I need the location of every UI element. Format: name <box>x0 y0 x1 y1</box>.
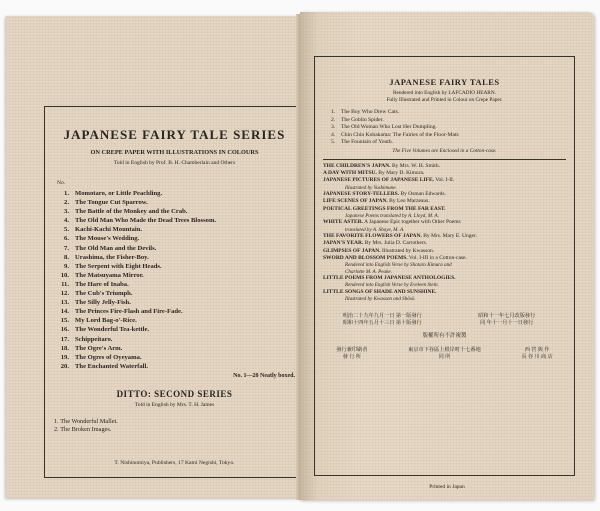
list-item: JAPANESE PICTURES OF JAPANESE LIFE. Vol. I-II. <box>323 177 455 184</box>
series-subtitle: ON CREPE PAPER WITH ILLUSTRATIONS IN COLOURS <box>90 149 259 156</box>
list-item: JAPAN'S YEAR. By Mrs. Julia D. Carrothers. <box>323 240 428 247</box>
left-frame <box>44 106 305 478</box>
list-item: POETICAL GREETINGS FROM THE FAR EAST. <box>323 205 446 212</box>
left-page <box>6 16 307 498</box>
series-title: JAPANESE FAIRY TALE SERIES <box>63 127 286 142</box>
list-item: 5. The Fountain of Youth. <box>331 139 394 146</box>
list-item: Charlotte M. A. Peake. <box>345 268 392 275</box>
list-item: 2. The Goblin Spider. <box>331 116 384 123</box>
list-item: 3. The Battle of the Monkey and the Crab. <box>64 208 188 216</box>
copyright-line: 版權所有不許複製 <box>422 333 467 340</box>
list-item: JAPANESE STORY-TELLERS. By Osman Edwards. <box>323 191 446 198</box>
list-item: 1. The Boy Who Drew Cats. <box>331 109 400 115</box>
list-item: 13. The Silly Jelly-Fish. <box>60 299 131 307</box>
list-item: 9. The Serpent with Eight Heads. <box>64 262 162 270</box>
list-item: GLIMPSES OF JAPAN. Illustrated by Kwasson. <box>323 247 435 254</box>
list-item: 6. The Mouse's Wedding. <box>64 235 140 243</box>
list-item: 18. The Ogre's Arm. <box>60 344 123 352</box>
colophon-right: 昭和十一年七月改版發行 同 年十一月十一日發行 <box>478 312 536 326</box>
fairy-tale-list <box>54 189 295 371</box>
list-item: LITTLE SONGS OF SHADE AND SUNSHINE. <box>323 288 437 295</box>
list-item: 17. Schippeitaro. <box>60 335 113 343</box>
printed-in-japan: Printed in Japan <box>429 484 465 490</box>
right-page <box>300 12 594 500</box>
hearn-subtitle-2: Fully Illustrated and Printed in Colour on Crepe Paper. <box>386 97 503 103</box>
list-item: 1. The Wonderful Mallet. <box>54 417 118 425</box>
second-series-translator: Told in English by Mrs. T. H. James <box>134 401 215 408</box>
list-item: Rendered into English Verse by Eveleen Stein. <box>345 282 439 289</box>
list-item: SWORD AND BLOSSOM POEMS. Vol. I-III in a Cotton-case. <box>323 254 467 261</box>
list-item: 12. The Cub's Triumph. <box>60 290 133 298</box>
list-item: THE FAVORITE FLOWERS OF JAPAN. By Mrs. Mary E. Unger. <box>323 233 477 240</box>
book-list <box>323 163 566 303</box>
list-item: 4. The Old Man Who Made the Dead Trees Blossom. <box>64 217 217 225</box>
second-series-title: DITTO: SECOND SERIES <box>116 388 233 399</box>
hearn-series-title: JAPANESE FAIRY TALES <box>389 77 500 87</box>
hearn-subtitle-1: Rendered into English by LAFCADIO HEARN. <box>393 90 496 96</box>
list-item: WHITE ASTER. A Japanese Epic together with Other Poems <box>323 219 461 226</box>
list-item: 3. The Old Woman Who Lost Her Dumpling. <box>331 124 437 131</box>
hearn-list <box>331 109 566 147</box>
list-item: 14. The Princes Fire-Flash and Fire-Fade. <box>60 308 183 316</box>
list-item: Japanese Poems translated by A. Lloyd, M. A. <box>345 212 439 219</box>
boxed-note: No. 1—20 Neatly boxed. <box>233 372 295 379</box>
right-frame <box>314 56 575 476</box>
list-item: translated by A. Shaye, M. A. <box>345 226 405 233</box>
list-item: 19. The Ogres of Oyeyama. <box>60 353 142 361</box>
list-item: 20. The Enchanted Waterfall. <box>60 362 148 370</box>
cotton-case-note: The Five Volumes are Enclosed in a Cotton-case. <box>392 147 497 154</box>
number-label: No. <box>57 180 66 186</box>
list-item: 15. My Lord Bag-o'-Rice. <box>60 317 137 325</box>
colophon-left: 明治二十九年九月一日 第一版發行 昭和十四年五月十三日 第十版發行 <box>342 312 422 326</box>
list-item: 1. Momotaro, or Little Peachling. <box>64 190 163 197</box>
list-item: Rendered into English Verse by Shotaro Kimura and <box>345 261 452 268</box>
second-series-list <box>54 418 295 435</box>
list-item: LIFE SCENES OF JAPAN. By Leo Marzeaus. <box>323 198 430 205</box>
list-item: Illustrated by Kwasson and Shōsō. <box>345 296 416 303</box>
list-item: A DAY WITH MITSU. By Mary D. Kimura. <box>323 170 425 177</box>
publisher-line: T. Nishinomiya, Publishers, 17 Kami Negishi, Tokyo. <box>114 459 235 466</box>
list-item: 16. The Wonderful Tea-kettle. <box>60 326 150 334</box>
list-item: Illustrated by Yoshimune. <box>345 184 397 191</box>
list-item: 10. The Matsuyama Mirror. <box>60 271 144 279</box>
colophon-publisher: 發行兼印刷者 發 行 所 東京市下谷區上根岸町十七番地 同 所 西 宮 與 作 長 谷 川 商 店 <box>336 347 553 361</box>
list-item: LITTLE POEMS FROM JAPANESE ANTHOLOGIES. <box>323 275 456 282</box>
series-translator: Told in English by Prof. B. H. Chamberlain and Others <box>113 160 236 166</box>
list-item: 11. The Hare of Inaba. <box>61 280 129 288</box>
list-item: 2. The Tongue Cut Sparrow. <box>64 199 148 207</box>
divider <box>323 159 566 160</box>
list-item: 4. Chin Chin Kobakama: The Fairies of the Floor-Mats <box>331 131 459 138</box>
list-item: THE CHILDREN'S JAPAN. By Mrs. W. H. Smith. <box>323 162 440 169</box>
list-item: 2. The Broken Images. <box>54 426 112 434</box>
list-item: 8. Urashima, the Fisher-Boy. <box>64 253 149 261</box>
list-item: 7. The Old Man and the Devils. <box>64 244 157 252</box>
colophon-dates <box>323 313 566 327</box>
list-item: 5. Kachi-Kachi Mountain. <box>64 226 143 234</box>
